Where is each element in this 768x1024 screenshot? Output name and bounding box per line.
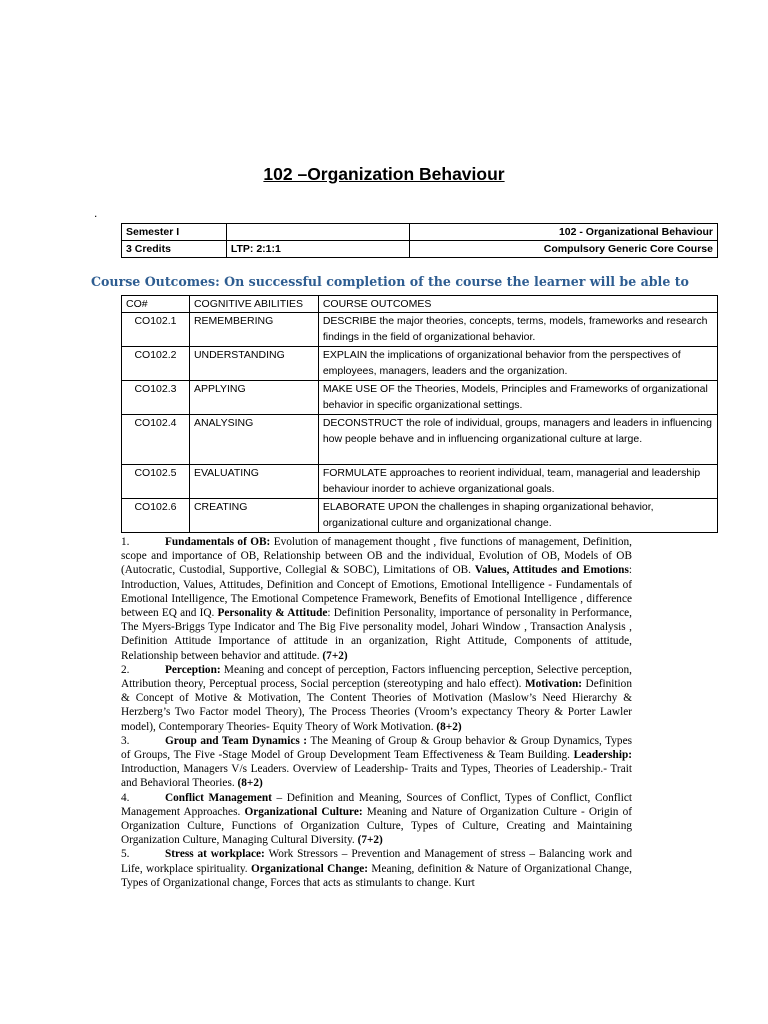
unit-topic-text: Meaning and concept of perception, Factors influencing perception, Selective perception, Attribution theory, Perceptual process, Social perception (stereotyping and halo effect). xyxy=(121,663,632,691)
unit-topic-heading: Group and Team Dynamics : xyxy=(165,734,308,747)
unit-topic-heading: Fundamentals of OB: xyxy=(165,536,271,548)
unit-topic-text: Evolution of management thought , five functions of management, Definition, scope and importance of OB, Relationship between OB and the individual, Evolution of OB, Models of OB (Autocratic, Custodial, Supportive, Collegial & SOBC), Limitations of OB. xyxy=(121,536,632,577)
syllabus-unit xyxy=(121,791,632,848)
cognitive-ability: ANALYSING xyxy=(189,415,318,465)
unit-topic-text: The Meaning of Group & Group behavior & Group Dynamics, Types of Groups, The Five -Stage Model of Group Development Team Effectiveness & Team Building. xyxy=(121,734,632,762)
cognitive-ability: APPLYING xyxy=(189,381,318,415)
syllabus-unit xyxy=(121,734,632,791)
course-outcome: DESCRIBE the major theories, concepts, terms, models, frameworks and research findings in the field of organizational behavior. xyxy=(318,313,717,347)
unit-number: 4. xyxy=(121,791,130,804)
unit-topic-text: Meaning, definition & Nature of Organizational Change, Types of Organizational change, Forces that acts as stimulants to change. Kurt xyxy=(121,862,632,889)
course-outcome: MAKE USE OF the Theories, Models, Principles and Frameworks of organizational behavior in specific organizational settings. xyxy=(318,381,717,415)
unit-topic-heading: (8+2) xyxy=(436,720,462,733)
cognitive-ability: UNDERSTANDING xyxy=(189,347,318,381)
table-row xyxy=(122,465,718,499)
header-cognitive-abilities: COGNITIVE ABILITIES xyxy=(189,296,318,313)
header-co: CO# xyxy=(122,296,190,313)
co-code: CO102.2 xyxy=(122,347,190,381)
unit-topic-heading: Organizational Change: xyxy=(250,862,368,875)
course-outcome: DECONSTRUCT the role of individual, groups, managers and leaders in influencing how people behave and in influencing organizational culture at large. xyxy=(318,415,717,465)
course-outcomes-heading: Course Outcomes: On successful completion of the course the learner will be able to xyxy=(91,274,689,289)
header-course-outcomes: COURSE OUTCOMES xyxy=(318,296,717,313)
co-code: CO102.1 xyxy=(122,313,190,347)
meta-row xyxy=(122,241,718,258)
unit-topic-text: : Definition Personality, importance of personality in Performance, The Myers-Briggs Type Indicator and The Big Five personality model, Johari Window , Transaction Analysis , Definition Attitude Importance of attitude in an organization, Right Attitude, Components of attitude, Relationship between behavior and attitude. xyxy=(121,607,632,662)
course-name-cell: 102 - Organizational Behaviour xyxy=(409,224,717,241)
unit-topic-heading: Conflict Management xyxy=(165,791,272,804)
credits-cell: 3 Credits xyxy=(122,241,227,258)
blank-cell xyxy=(226,224,409,241)
table-row xyxy=(122,313,718,347)
table-row xyxy=(122,381,718,415)
unit-number: 2. xyxy=(121,663,130,676)
unit-topic-heading: Motivation: xyxy=(524,678,583,691)
syllabus-unit xyxy=(121,847,632,890)
table-row xyxy=(122,347,718,381)
unit-number: 5. xyxy=(121,848,130,861)
unit-topic-text: Introduction, Managers V/s Leaders. Overview of Leadership- Traits and Types, Theories of Leadership.- Trait and Behavioral Theories. xyxy=(121,763,632,790)
unit-topic-heading: Values, Attitudes and Emotions xyxy=(474,564,629,577)
course-outcome: FORMULATE approaches to reorient individual, team, managerial and leadership behaviour inorder to achieve organizational goals. xyxy=(318,465,717,499)
unit-topic-text: Work Stressors – Prevention and Management of stress – Balancing work and Life, workplace spirituality. xyxy=(121,848,632,875)
co-code: CO102.6 xyxy=(122,499,190,533)
syllabus-unit xyxy=(121,535,632,663)
page-title: 102 –Organization Behaviour xyxy=(263,164,505,184)
unit-topic-heading: Organizational Culture: xyxy=(244,805,363,818)
semester-cell: Semester I xyxy=(122,224,227,241)
unit-number: 3. xyxy=(121,734,130,747)
course-type-cell: Compulsory Generic Core Course xyxy=(409,241,717,258)
table-row xyxy=(122,499,718,533)
unit-topic-text: Definition & Concept of Motive & Motivation, The Content Theories of Motivation (Maslow’s Need Hierarchy & Herzberg’s Two Factor model Theory), The Process Theories (Vroom’s expectancy Theory & Porter Lawler model), Contemporary Theories- Equity Theory of Work Motivation. xyxy=(121,678,632,733)
unit-topic-text: Meaning and Nature of Organization Culture - Origin of Organization Culture, Functions of Organization Culture, Types of Culture, Creating and Maintaining Organization Culture, Managing Cultural Diversity. xyxy=(121,805,632,847)
meta-row xyxy=(122,224,718,241)
unit-topic-heading: Leadership: xyxy=(573,749,632,762)
cognitive-ability: REMEMBERING xyxy=(189,313,318,347)
ltp-cell: LTP: 2:1:1 xyxy=(226,241,409,258)
course-outcome: EXPLAIN the implications of organizational behavior from the perspectives of employees, managers, leaders and the organization. xyxy=(318,347,717,381)
unit-topic-text: : Introduction, Values, Attitudes, Definition and Concept of Emotions, Emotional Intelligence - Fundamentals of Emotional Intelligence, The Emotional Competence Framework, Benefits of Emotional Intelligence , difference between EQ and IQ. xyxy=(121,564,632,620)
cognitive-ability: EVALUATING xyxy=(189,465,318,499)
unit-topic-text: – Definition and Meaning, Sources of Conflict, Types of Conflict, Conflict Management Approaches. xyxy=(121,791,632,818)
co-code: CO102.5 xyxy=(122,465,190,499)
unit-topic-heading: (7+2) xyxy=(322,649,348,662)
unit-number: 1. xyxy=(121,536,130,548)
table-row xyxy=(122,415,718,465)
unit-topic-heading: Perception: xyxy=(165,663,221,676)
co-code: CO102.3 xyxy=(122,381,190,415)
cognitive-ability: CREATING xyxy=(189,499,318,533)
course-meta-table xyxy=(121,223,718,258)
unit-topic-heading: Personality & Attitude xyxy=(217,607,328,620)
syllabus-unit xyxy=(121,663,632,734)
unit-topic-heading: Stress at workplace: xyxy=(165,848,265,861)
unit-topic-heading: (7+2) xyxy=(357,834,383,847)
course-outcomes-table xyxy=(121,295,718,533)
stray-dot: . xyxy=(94,206,98,220)
unit-topic-heading: (8+2) xyxy=(237,777,263,790)
co-code: CO102.4 xyxy=(122,415,190,465)
table-header-row xyxy=(122,296,718,313)
syllabus-units xyxy=(121,535,632,890)
course-outcome: ELABORATE UPON the challenges in shaping organizational behavior, organizational culture and organizational change. xyxy=(318,499,717,533)
